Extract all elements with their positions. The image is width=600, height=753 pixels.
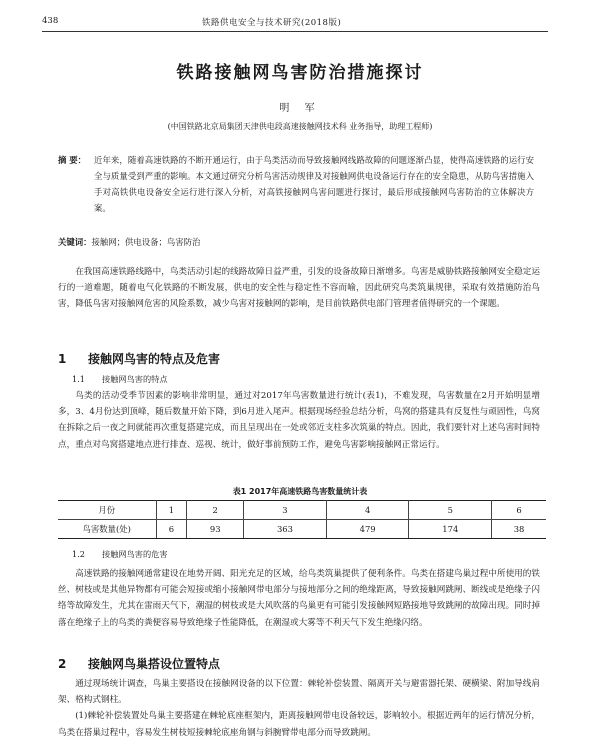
section-1-title: 接触网鸟害的特点及危害 — [88, 352, 221, 366]
journal-title: 铁路供电安全与技术研究(2018版) — [202, 18, 342, 28]
abstract-label: 摘 要： — [58, 155, 87, 165]
table-cell-month: 5 — [409, 501, 492, 520]
table-cell-count: 93 — [187, 520, 244, 539]
section-2-paragraph: 通过现场统计调查，鸟巢主要搭设在接触网设备的以下位置：棘轮补偿装置、隔离开关与避雷器托架、硬横梁、附加导线肩架、格构式钢柱。 — [58, 679, 540, 706]
subsection-1-2-title: 接触网鸟害的危害 — [102, 549, 168, 559]
section-2-body — [58, 676, 540, 741]
section-2-number: 2 — [58, 657, 67, 671]
table-row-label: 月份 — [58, 501, 156, 520]
subsection-1-1-title: 接触网鸟害的特点 — [102, 374, 168, 384]
table-row-counts — [58, 520, 546, 539]
table-cell-month: 1 — [156, 501, 187, 520]
subsection-1-1-number: 1.1 — [72, 374, 86, 384]
table-cell-month: 4 — [326, 501, 409, 520]
article-title: 铁路接触网鸟害防治措施探讨 — [176, 63, 424, 83]
table-cell-month: 2 — [187, 501, 244, 520]
abstract — [58, 152, 534, 216]
table-cell-count: 479 — [326, 520, 409, 539]
section-2-title: 接触网鸟巢搭设位置特点 — [88, 657, 221, 671]
section-2-paragraph-2: (1)棘轮补偿装置处鸟巢主要搭建在棘轮底座框架内，距离接触网带电设备较远，影响较小。根据近两年的运行情况分析，鸟类在搭巢过程中，容易发生树枝短接棘轮底座角钢与斜腕臂带电部分而导致跳闸。 — [58, 711, 540, 738]
table-cell-month: 6 — [492, 501, 546, 520]
section-2-heading — [58, 655, 220, 672]
keywords — [58, 236, 534, 248]
affiliation: (中国铁路北京局集团天津供电段高速接触网技术科 业务指导，助理工程师) — [167, 122, 433, 131]
page-number: 438 — [42, 16, 59, 26]
subsection-1-1-heading — [72, 374, 168, 385]
table-cell-count: 174 — [409, 520, 492, 539]
author: 明 军 — [279, 103, 321, 114]
subsection-1-2-heading — [72, 549, 168, 560]
subsection-1-2-number: 1.2 — [72, 549, 86, 559]
section-1-2-paragraph: 高速铁路的接触网通常建设在地势开阔、阳光充足的区域，给鸟类筑巢提供了便利条件。鸟类在搭建鸟巢过程中所使用的铁丝、树枝或是其他异物都有可能会短接或缩小接触网带电部分与接地部分之间的绝缘距离，导致接触网跳闸、断线或是绝缘子闪络等故障发生，尤其在雷雨天气下，潮湿的树枝或是大风吹落的鸟巢更有可能引发接触网短路接地导致跳闸的故障出现。同时掉落在绝缘子上的鸟类的粪便容易导致绝缘子性能降低，在潮湿或大雾等不利天气下发生绝缘闪络。 — [58, 569, 540, 628]
table-row-label: 鸟害数量(处) — [58, 520, 156, 539]
table-cell-count: 38 — [492, 520, 546, 539]
section-1-heading — [58, 350, 220, 367]
bird-damage-table — [58, 500, 546, 539]
table-cell-month: 3 — [244, 501, 327, 520]
intro-paragraph: 在我国高速铁路线路中，鸟类活动引起的线路故障日益严重，引发的设备故障日渐增多。鸟害是威胁铁路接触网安全稳定运行的一道难题，随着电气化铁路的不断发展，供电的安全性与稳定性不容而喻，因此研究鸟类筑巢规律，采取有效措施防治鸟害，降低鸟害对接触网危害的风险系数，减少鸟害对接触网的影响，是目前铁路供电部门管理者值得研究的一个课题。 — [58, 267, 540, 310]
table-cell-count: 363 — [244, 520, 327, 539]
table-1-title: 表1 2017年高速铁路鸟害数量统计表 — [232, 487, 368, 496]
keywords-text: 接触网；供电设备；鸟害防治 — [91, 237, 201, 247]
section-1-1-paragraph: 鸟类的活动受季节因素的影响非常明显，通过对2017年鸟害数量进行统计(表1)，不难发现，鸟害数量在2月开始明显增多，3、4月份达到顶峰，随后数量开始下降，到6月进入尾声。根据现场经验总结分析，鸟窝的搭建具有反复性与顽固性，鸟窝在拆除之后一夜之间就能再次重复搭建完成，而且呈现出在一处或邻近支柱多次筑巢的特点。因此，我们要针对上述鸟害时间特点，重点对鸟窝搭建地点进行排查、巡视、统计，做好事前预防工作，避免鸟害影响接触网正常运行。 — [58, 391, 540, 450]
section-1-number: 1 — [58, 352, 67, 366]
running-header — [42, 14, 548, 32]
table-cell-count: 6 — [156, 520, 187, 539]
keywords-label: 关键词： — [58, 237, 92, 247]
table-row-months — [58, 501, 546, 520]
abstract-text: 近年来，随着高速铁路的不断开通运行，由于鸟类活动而导致接触网线路故障的问题逐渐凸显，使得高速铁路的运行安全与质量受到严重的影响。本文通过研究分析鸟害活动规律及对接触网供电设备运行存在的安全隐患，从防鸟害措施入手对高铁供电设备安全运行进行深入分析，对高铁接触网鸟害问题进行探讨，最后形成接触网鸟害防治的立体解决方案。 — [94, 155, 534, 213]
